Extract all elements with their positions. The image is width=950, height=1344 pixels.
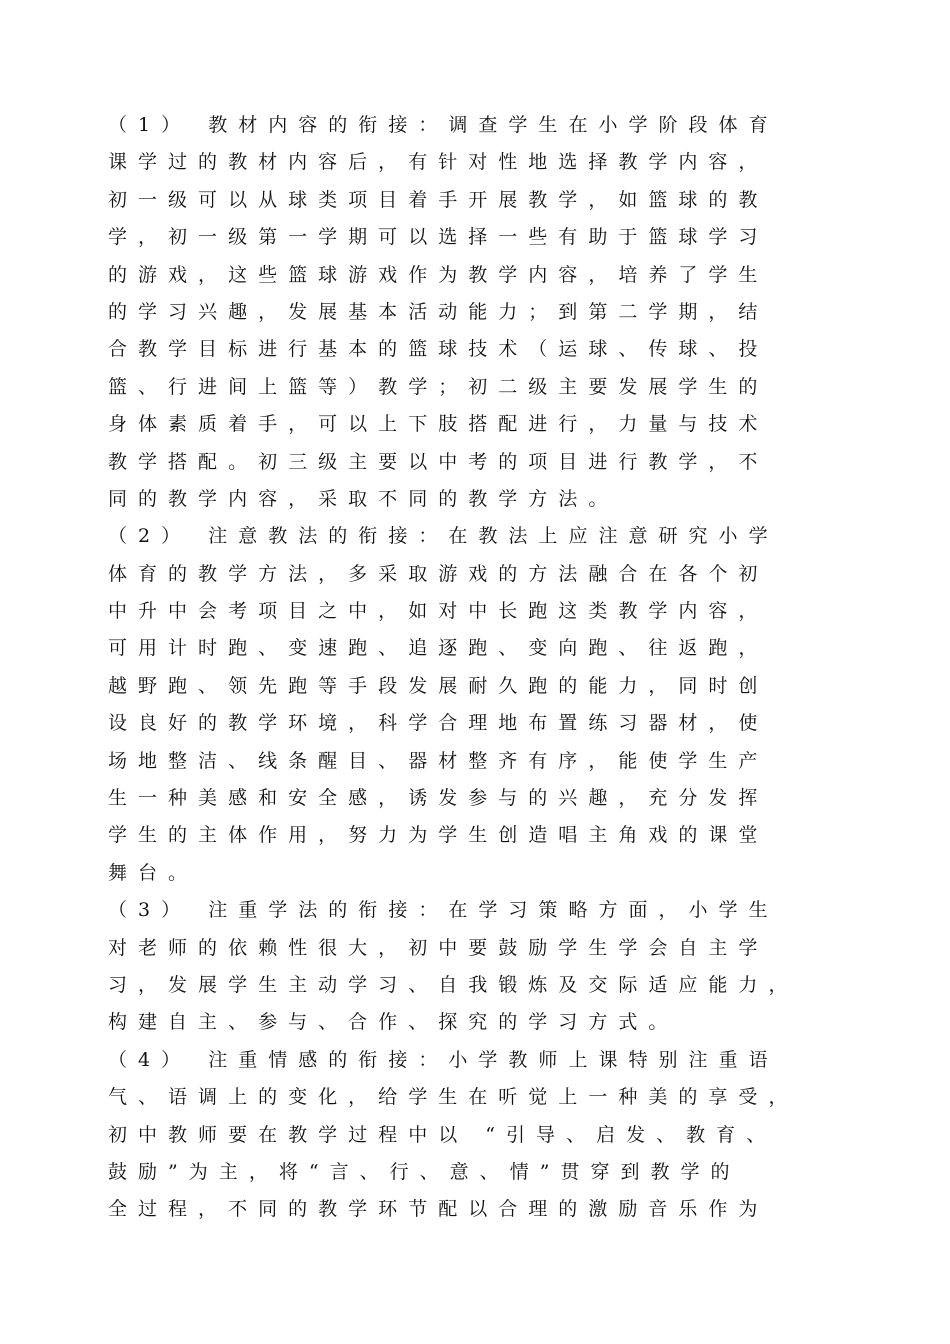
text-line: 课学过的教材内容后，有针对性地选择教学内容， [108,151,769,174]
text-line: 场地整洁、线条醒目、器材整齐有序，能使学生产 [108,749,769,772]
text-line: 生一种美感和安全感，诱发参与的兴趣，充分发挥 [108,787,769,810]
text-line: 合教学目标进行基本的篮球技术（运球、传球、投 [108,338,769,361]
text-line: 篮、行进间上篮等）教学；初二级主要发展学生的 [108,375,769,398]
text-line: （4） 注重情感的衔接：小学教师上课特别注重语 [108,1048,779,1071]
text-line: 对老师的依赖性很大，初中要鼓励学生学会自主学 [108,936,769,959]
text-line: 设良好的教学环境，科学合理地布置练习器材，使 [108,712,769,735]
text-line: （1） 教材内容的衔接：调查学生在小学阶段体育 [108,114,779,136]
text-line: 教学搭配。初三级主要以中考的项目进行教学，不 [108,450,769,473]
text-line: 的游戏，这些篮球游戏作为教学内容，培养了学生 [108,263,769,286]
text-line: 的学习兴趣，发展基本活动能力；到第二学期，结 [108,300,769,323]
text-line: （3） 注重学法的衔接：在学习策略方面，小学生 [108,899,779,922]
text-line: （2） 注意教法的衔接：在教法上应注意研究小学 [108,525,779,548]
text-line: 同的教学内容，采取不同的教学方法。 [108,487,619,510]
text-line: 初中教师要在教学过程中以 “引导、启发、教育、 [108,1123,777,1146]
text-line: 中升中会考项目之中，如对中长跑这类教学内容， [108,600,769,623]
text-line: 身体素质着手，可以上下肢搭配进行，力量与技术 [108,413,769,436]
text-line: 越野跑、领先跑等手段发展耐久跑的能力，同时创 [108,674,769,697]
text-line: 体育的教学方法，多采取游戏的方法融合在各个初 [108,562,769,585]
document-body [108,107,868,1229]
text-line: 鼓励”为主，将“言、行、意、情”贯穿到教学的 [108,1160,741,1183]
text-line: 气、语调上的变化，给学生在听觉上一种美的享受， [108,1086,799,1109]
text-line: 舞台。 [108,861,199,884]
text-line: 习，发展学生主动学习、自我锻炼及交际适应能力， [108,973,799,996]
text-line: 全过程，不同的教学环节配以合理的激励音乐作为 [108,1198,769,1221]
text-line: 初一级可以从球类项目着手开展教学，如篮球的教 [108,188,769,211]
text-line: 构建自主、参与、合作、探究的学习方式。 [108,1011,679,1034]
text-line: 可用计时跑、变速跑、追逐跑、变向跑、往返跑， [108,637,769,660]
text-line: 学，初一级第一学期可以选择一些有助于篮球学习 [108,226,769,249]
text-line: 学生的主体作用，努力为学生创造唱主角戏的课堂 [108,824,769,847]
